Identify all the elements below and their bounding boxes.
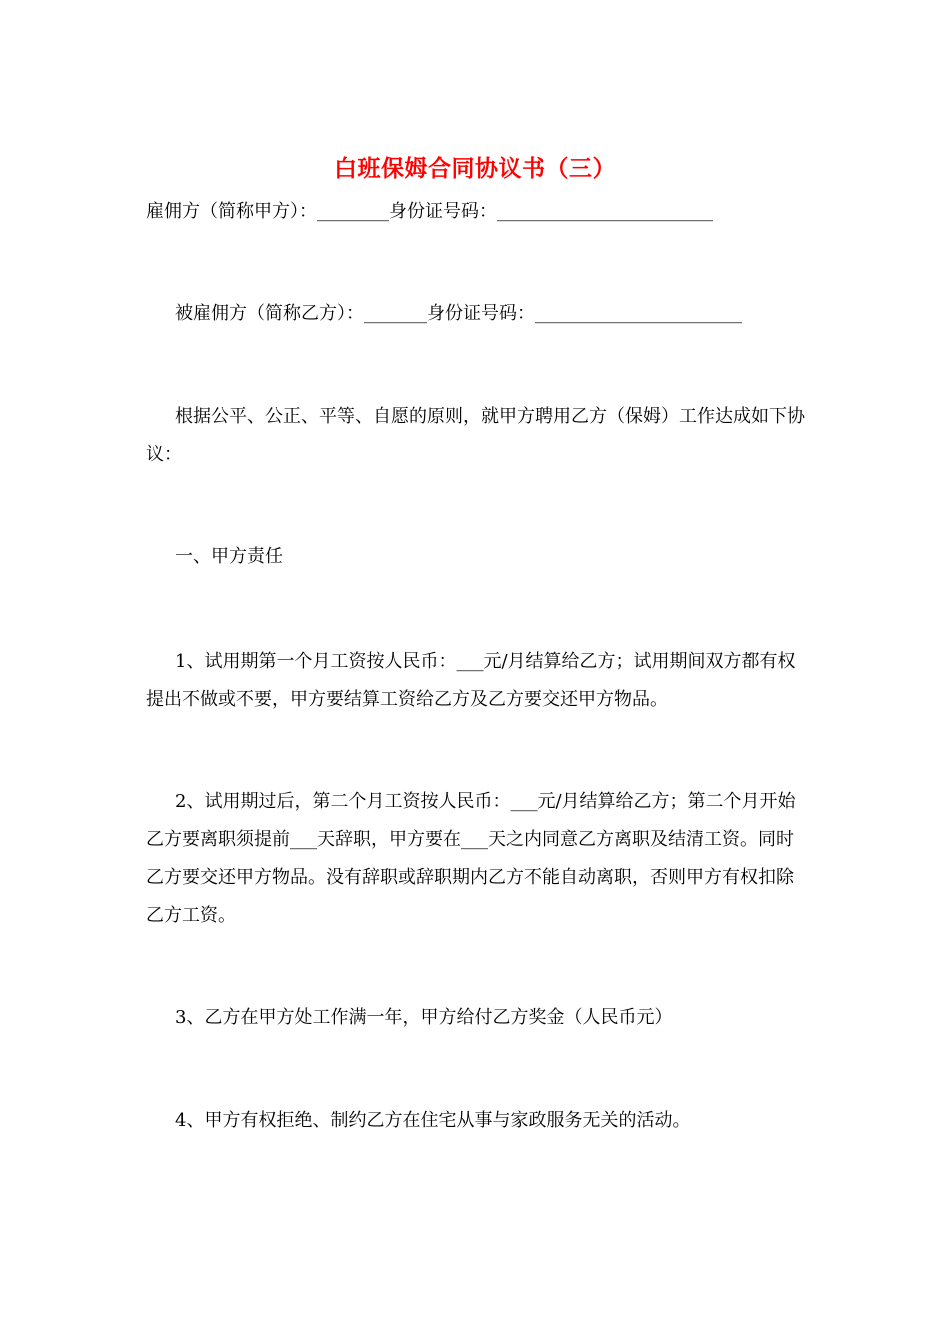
intro-paragraph: 根据公平、公正、平等、自愿的原则，就甲方聘用乙方（保姆）工作达成如下协议：: [146, 406, 805, 465]
clause-1: 1、试用期第一个月工资按人民币：___元/月结算给乙方；试用期间双方都有权提出不做或不要，甲方要结算工资给乙方及乙方要交还甲方物品。: [146, 651, 796, 710]
document-title: 白班保姆合同协议书（三）: [334, 155, 616, 182]
section-heading: 一、甲方责任: [175, 546, 283, 567]
clause-2: 2、试用期过后，第二个月工资按人民币：___元/月结算给乙方；第二个月开始乙方要离职须提前___天辞职，甲方要在___天之内同意乙方离职及结清工资。同时乙方要交还甲方物品。没有辞职或辞职期内乙方不能自动离职，否则甲方有权扣除乙方工资。: [146, 791, 796, 926]
employee-line: 被雇佣方（简称乙方）：_______身份证号码：_______________________: [175, 303, 742, 324]
clause-4: 4、甲方有权拒绝、制约乙方在住宅从事与家政服务无关的活动。: [175, 1110, 691, 1131]
employer-line: 雇佣方（简称甲方）：________身份证号码：________________________: [146, 201, 713, 222]
clause-3: 3、乙方在甲方处工作满一年，甲方给付乙方奖金（人民币元）: [175, 1007, 673, 1028]
